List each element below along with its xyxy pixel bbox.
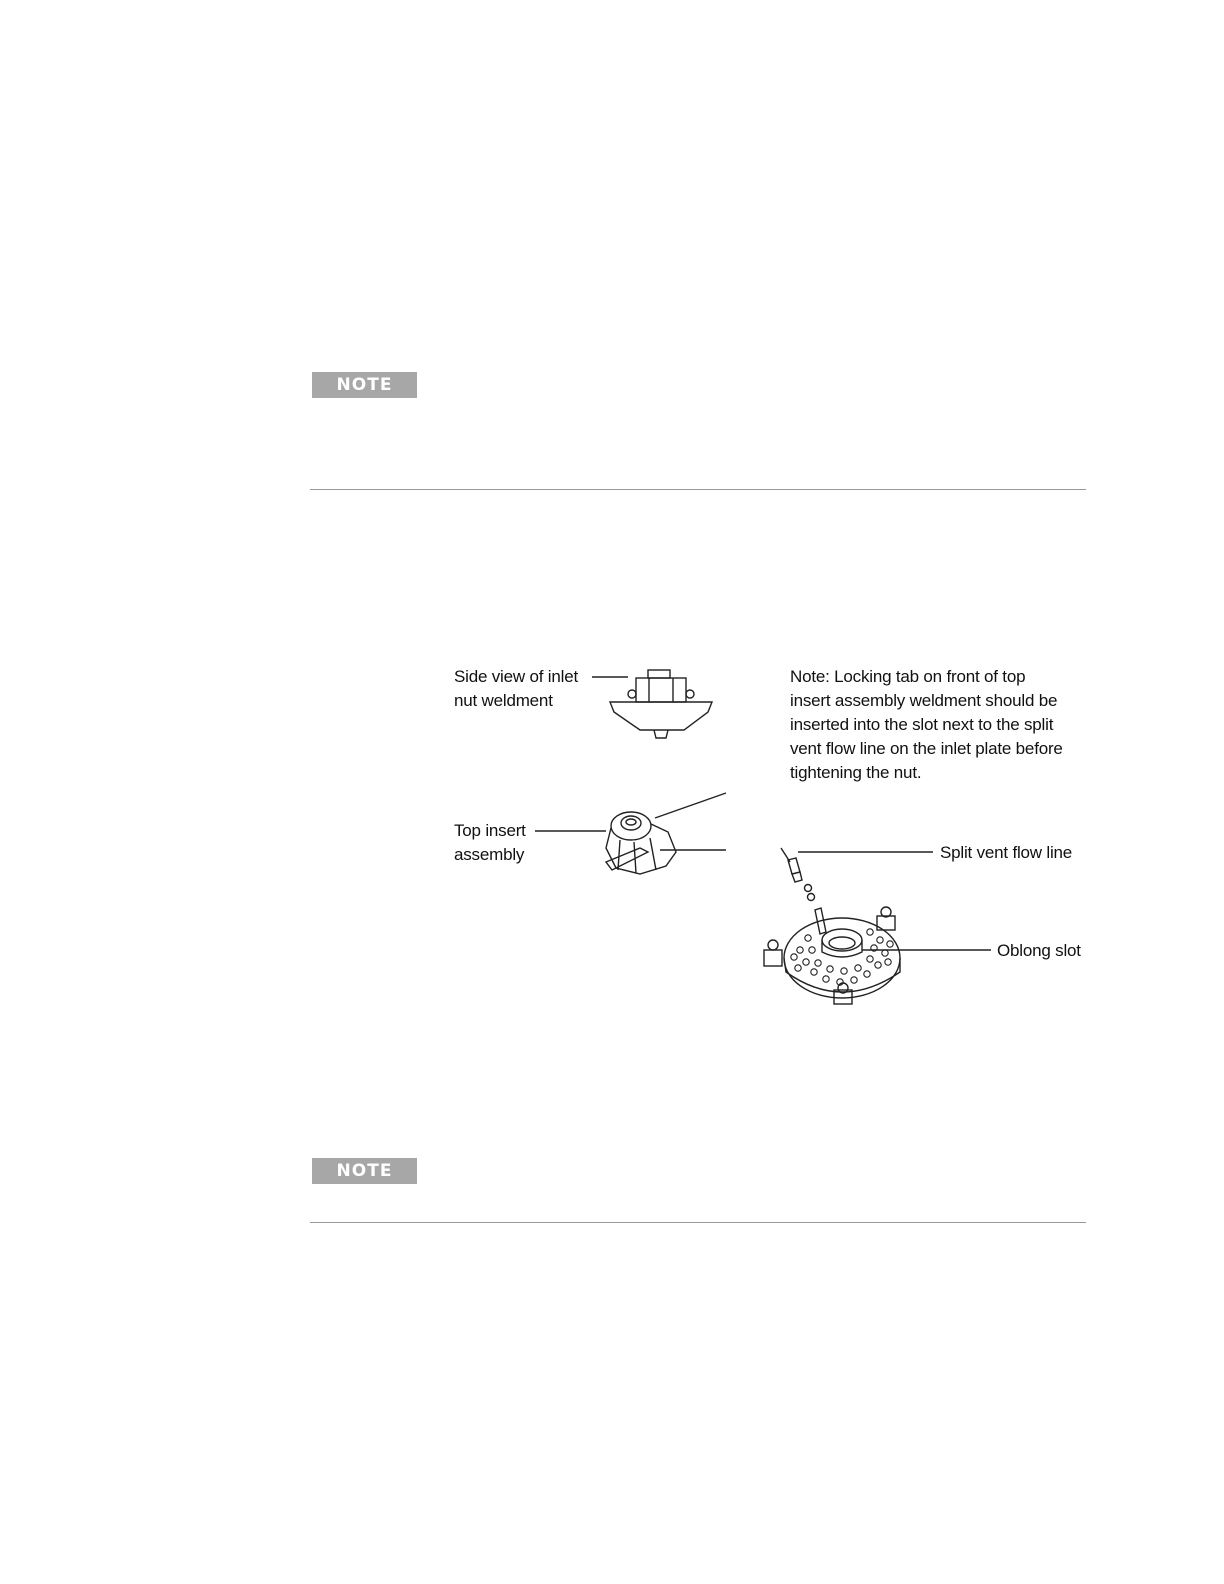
- side-view-label: Side view of inlet nut weldment: [454, 667, 578, 710]
- note-badge: NOTE: [312, 372, 417, 398]
- top-insert-label: Top insert assembly: [454, 821, 526, 864]
- inlet-plate: [764, 907, 900, 1004]
- oblong-slot-label: Oblong slot: [997, 941, 1081, 960]
- section-divider: [310, 1222, 1086, 1223]
- note-badge: NOTE: [312, 1158, 417, 1184]
- locking-tab-note: Note: Locking tab on front of top insert assembly weldment should be inserted into the slot next to the split vent flow line on the inlet plate before tightening the nut.: [790, 667, 1063, 782]
- split-vent-fitting: [781, 848, 815, 901]
- inlet-nut-side-view: [610, 670, 712, 738]
- top-insert-assembly: [606, 793, 726, 874]
- split-vent-label: Split vent flow line: [940, 843, 1073, 862]
